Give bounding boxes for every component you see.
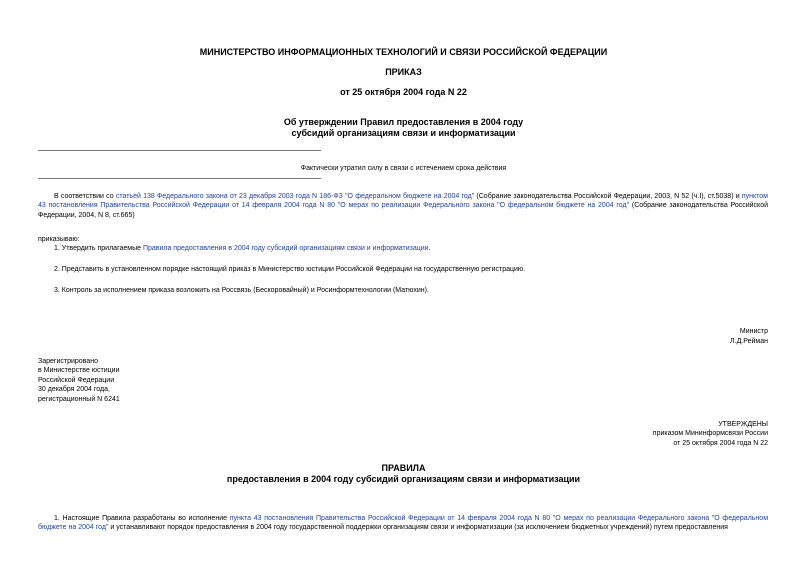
signature-name: Л.Д.Рейман [730, 338, 768, 345]
order-word: приказываю: [38, 236, 80, 243]
divider-top [38, 150, 321, 151]
registration-line: 30 декабря 2004 года, [38, 386, 110, 394]
rules-text: 1. Настоящие Правила разработаны во исполнение [54, 515, 230, 522]
rules-paragraph-1 [38, 514, 768, 533]
order-item-2: 2. Представить в установленном порядке настоящий приказ в Министерство юстиции Российской Федерации на государственную регистрацию. [54, 266, 526, 273]
ministry-name: МИНИСТЕРСТВО ИНФОРМАЦИОННЫХ ТЕХНОЛОГИЙ И СВЯЗИ РОССИЙСКОЙ ФЕДЕРАЦИИ [199, 47, 608, 57]
status-note: Фактически утратил силу в связи с истечением срока действия [300, 165, 507, 172]
divider-bottom [38, 178, 321, 179]
rules-title: ПРАВИЛА [381, 463, 426, 473]
item-text: 1. Утвердить прилагаемые [54, 245, 143, 252]
order-item-3: 3. Контроль за исполнением приказа возложить на Россвязь (Бескоровайный) и Росинформтехнологии (Матюхин). [54, 287, 429, 294]
item-text: . [428, 245, 431, 252]
law-link[interactable]: статьей 138 Федерального закона от 23 декабря 2003 года N 186-ФЗ "О федеральном бюджете на 2004 год" [115, 193, 475, 200]
decree-point-link[interactable]: пункта 43 постановления Правительства Российской Федерации от 14 февраля 2004 года N 80 "О мерах по реализации Федерального закона "О федеральном бюджете на 2004 год" [38, 515, 769, 532]
approval-line: УТВЕРЖДЕНЫ [718, 421, 768, 428]
order-item-1 [38, 244, 768, 253]
signature-role: Министр [739, 328, 768, 335]
rules-subtitle: предоставления в 2004 году субсидий организациям связи и информатизации [226, 474, 581, 484]
registration-line: Зарегистрировано [38, 358, 98, 365]
document-type: ПРИКАЗ [385, 67, 422, 77]
document-title-line1: Об утверждении Правил предоставления в 2004 году [283, 117, 524, 127]
rules-text: и устанавливают порядок предоставления в 2004 году государственной поддержки организациям связи и информатизации (за исключением бюджетных учреждений) путем предоставления [108, 524, 728, 532]
document-title-line2: субсидий организациям связи и информатизации [291, 128, 516, 138]
approval-line: от 25 октября 2004 года N 22 [673, 439, 768, 447]
registration-line: в Министерстве юстиции [38, 367, 120, 375]
preamble-text: (Собрание законодательства Российской Федерации, 2004, N 8, ст.665) [38, 202, 768, 219]
approval-block [500, 420, 768, 448]
document-date: от 25 октября 2004 года N 22 [340, 87, 467, 97]
registration-line: Российской Федерации [38, 376, 115, 384]
preamble [38, 192, 768, 220]
preamble-text: В соответствии со [54, 193, 116, 200]
registration-line: регистрационный N 6241 [38, 395, 120, 403]
decree-link[interactable]: пунктом 43 постановления Правительства Российской Федерации от 14 февраля 2004 года N 80 "О мерах по реализации Федерального закона "О федеральном бюджете на 2004 год" [38, 193, 768, 210]
rules-link[interactable]: Правила предоставления в 2004 году субсидий организациям связи и информатизации [142, 245, 429, 252]
registration-block [38, 357, 120, 404]
approval-line: приказом Мининформсвязи России [652, 430, 768, 438]
preamble-text: (Собрание законодательства Российской Федерации, 2003, N 52 (ч.I), ст.5038) и [474, 193, 742, 200]
